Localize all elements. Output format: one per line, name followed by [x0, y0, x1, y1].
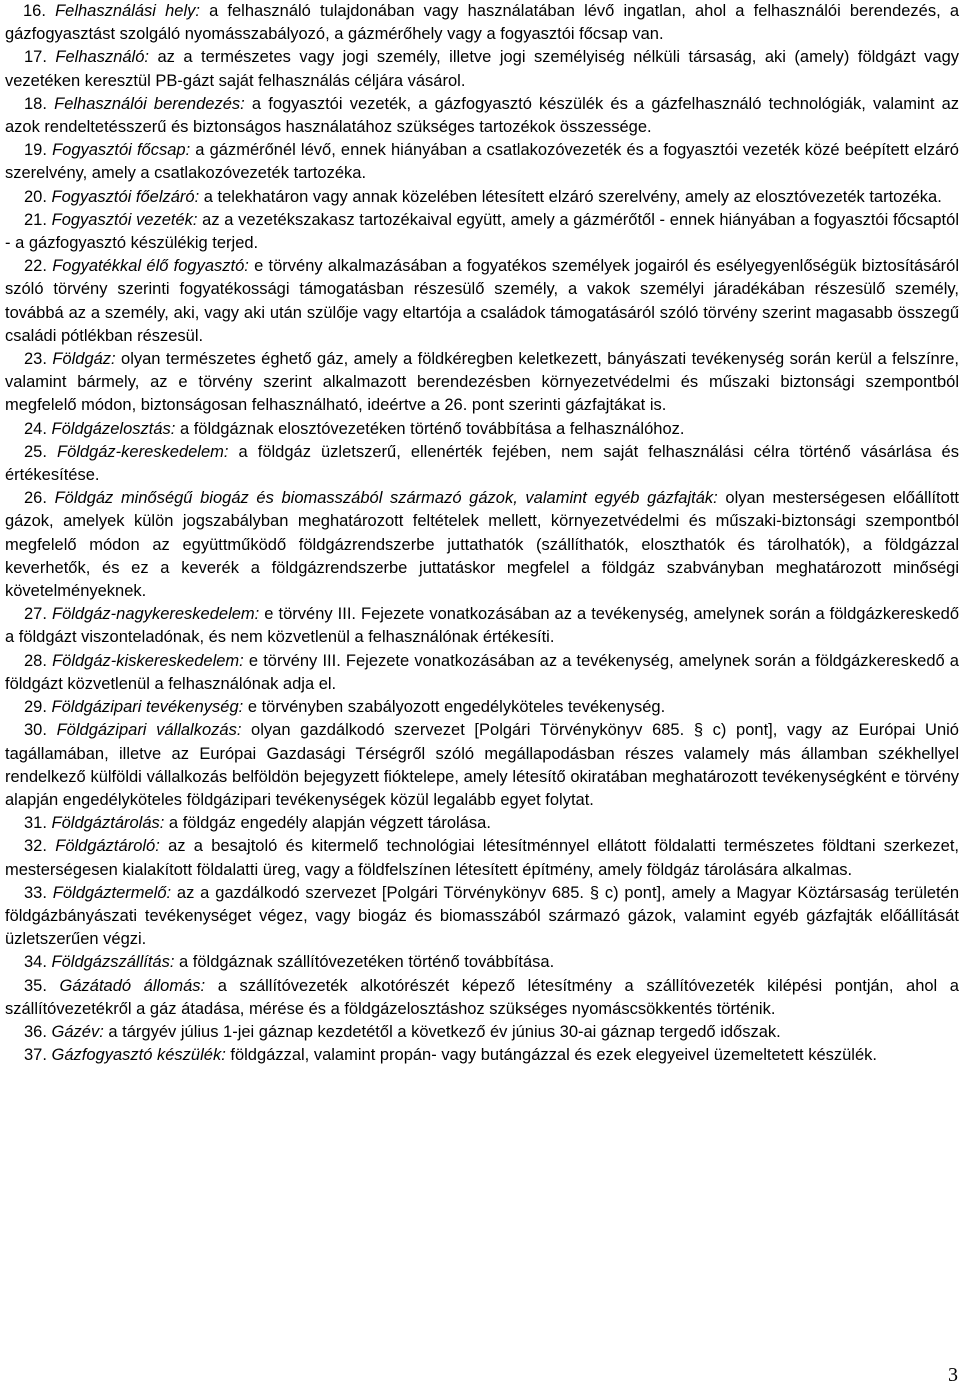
definition-term: Fogyatékkal élő fogyasztó: [52, 257, 249, 276]
definition-paragraph [5, 1044, 959, 1067]
definition-text: olyan mesterségesen előállított gázok, amelyek külön jogszabályban meghatározott feltételek mellett, környezetvédelmi és műszaki-biztonsági szempontból megfelelő módon az együttműködő földgázrendszerbe juttathatók (szállíthatók, eloszthatók és tárolhatók), a földgázzal keverhetők, és ez a keverék a földgázrendszerbe juttatáskor megfelel a földgáz szabványban meghatározott minőségi követelményeknek. [5, 489, 959, 601]
definition-term: Földgáz minőségű biogáz és biomasszából származó gázok, valamint egyéb gázfajták: [54, 489, 718, 508]
definition-text: a földgáznak szállítóvezetéken történő továbbítása. [174, 953, 555, 972]
definition-paragraph [5, 93, 959, 139]
definition-text: e törvényben szabályozott engedélyköteles tevékenység. [243, 698, 666, 717]
definition-paragraph [5, 696, 959, 719]
definition-text: az a gazdálkodó szervezet [Polgári Törvénykönyv 685. § c) pont], amely a Magyar Köztársaság területén földgázbányászati tevékenységet végez, vagy biogáz és biomasszából származó gázok, valamint egyéb gázfajták előállítását üzletszerűen végzi. [5, 883, 959, 949]
definition-text: az a besajtoló és kitermelő technológiai létesítménnyel ellátott földalatti természetes földtani szerkezet, mesterségesen kialakított földalatti üreg, vagy a földfelszínen létesített építmény, amely földgáz tárolására alkalmas. [5, 837, 960, 879]
definition-term: Felhasználási hely: [55, 2, 200, 20]
definition-paragraph [5, 1021, 959, 1044]
definition-paragraph [5, 348, 959, 418]
definition-term: Fogyasztói főcsap: [52, 141, 191, 160]
definition-number: 31. [24, 814, 47, 833]
definition-number: 32. [24, 837, 47, 856]
definition-text: a tárgyév július 1-jei gáznap kezdetétől a következő év június 30-ai gáznap tergedő időszak. [103, 1022, 781, 1041]
definition-number: 16. [23, 2, 46, 20]
definition-number: 17. [24, 48, 47, 67]
definition-term: Földgáz-kiskereskedelem: [52, 651, 244, 670]
definition-number: 34. [24, 953, 47, 972]
definition-text: e törvény alkalmazásában a fogyatékos személyek jogairól és esélyegyenlőségük biztosításáról szóló törvény szerinti fogyatékossági támogatásban részesülő személy, a vakok személyi járadékában részesülő személy, továbbá az a személy, aki, vagy aki után szülője vagy eltartója a családok támogatásáról szóló törvény szerint magasabb összegű családi pótlékban részesül. [5, 257, 959, 345]
definition-term: Fogyasztói vezeték: [51, 210, 198, 229]
definition-number: 19. [24, 141, 47, 160]
definition-paragraph [5, 951, 959, 974]
definition-paragraph [5, 882, 959, 952]
definition-number: 18. [24, 94, 47, 113]
definition-term: Földgázipari tevékenység: [51, 698, 244, 717]
definition-text: a földgáz üzletszerű, ellenérték fejében, nem saját felhasználási célra történő vásárlása és értékesítése. [5, 442, 959, 485]
definition-number: 21. [24, 210, 47, 229]
definition-text: olyan természetes éghető gáz, amely a földkéregben keletkezett, bányászati tevékenység során kerül a felszínre, valamint bármely, az e törvény szerint alkalmazott berendezésben környezetvédelmi és műszaki biztonsági szempontból megfelelő módon, biztonságosan felhasználható, ideértve a 26. pont szerinti gázfajtákat is. [5, 350, 959, 415]
definition-number: 23. [24, 350, 47, 369]
definition-number: 25. [24, 442, 47, 461]
definition-text: a fogyasztói vezeték, a gázfogyasztó készülék és a gázfelhasználó technológiák, valamint az azok rendeltetésszerű és biztonságos használatához szükséges tartozékok összessége. [5, 94, 959, 137]
definition-paragraph [5, 975, 959, 1021]
definition-term: Földgázipari vállalkozás: [56, 721, 242, 740]
definition-term: Földgáztermelő: [52, 883, 172, 902]
definition-number: 29. [24, 698, 47, 717]
definition-term: Földgázelosztás: [51, 419, 176, 438]
definition-text: a felhasználó tulajdonában vagy használatában lévő ingatlan, ahol a felhasználói berendezés, a gázfogyasztást szolgáló nyomásszabályozó, a gázmérőhely vagy a fogyasztói főcsap van. [5, 2, 960, 44]
definition-term: Gázév: [51, 1022, 104, 1041]
definition-term: Földgázszállítás: [51, 953, 175, 972]
definition-paragraph [5, 603, 959, 649]
definition-paragraph [5, 441, 959, 487]
definition-text: olyan gazdálkodó szervezet [Polgári Törvénykönyv 685. § c) pont], vagy az Európai Unió tagállamában, illetve az Európai Gazdasági Térségről szóló megállapodásban részes valamely más államban székhellyel rendelkező külföldi vállalkozás belföldön bejegyzett fióktelepe, amely létesítő okiratában meghatározott tevékenységként e törvény alapján engedélyköteles földgázipari tevékenységek közül legalább egyet folytat. [5, 721, 959, 809]
definition-number: 37. [24, 1046, 47, 1065]
definition-term: Felhasználói berendezés: [54, 94, 245, 113]
definition-term: Gázátadó állomás: [59, 976, 206, 995]
definition-term: Földgáz: [52, 350, 116, 369]
definition-text: az a természetes vagy jogi személy, illetve jogi személyiség nélküli társaság, aki (amely) földgázt vagy vezetéken keresztül PB-gázt saját felhasználás céljára vásárol. [5, 48, 959, 90]
definition-number: 27. [24, 605, 47, 624]
definition-paragraph [5, 418, 959, 441]
definition-number: 35. [24, 976, 47, 995]
definition-text: a földgáz engedély alapján végzett tárolása. [164, 814, 491, 833]
definition-number: 22. [24, 257, 47, 276]
page-number: 3 [948, 1364, 958, 1386]
definition-number: 30. [24, 721, 47, 740]
definition-term: Földgáztároló: [55, 837, 160, 856]
definition-text: a szállítóvezeték alkotórészét képező létesítmény a szállítóvezeték kilépési pontján, ahol a szállítóvezetékről a gáz átadása, mérése és a földgázelosztáshoz szükséges nyomáscsökkentés történik. [5, 976, 959, 1018]
definition-text: a földgáznak elosztóvezetéken történő továbbítása a felhasználóhoz. [175, 419, 685, 438]
definition-number: 33. [24, 883, 47, 902]
definition-number: 20. [24, 187, 47, 206]
definition-paragraph [5, 835, 959, 881]
definition-text: a gázmérőnél lévő, ennek hiányában a csatlakozóvezeték és a fogyasztói vezeték közé beépített elzáró szerelvény, amely a csatlakozóvezeték tartozéka. [5, 141, 959, 183]
definition-paragraph [5, 650, 959, 696]
definition-number: 26. [24, 489, 47, 508]
definition-number: 24. [24, 419, 47, 438]
definition-paragraph [5, 812, 959, 835]
definition-term: Földgáz-nagykereskedelem: [51, 605, 260, 624]
definition-number: 28. [24, 651, 47, 670]
definition-paragraph [5, 46, 959, 92]
definition-text: a telekhatáron vagy annak közelében létesített elzáró szerelvény, amely az elosztóvezeték tartozéka. [199, 187, 942, 206]
definition-term: Gázfogyasztó készülék: [51, 1046, 226, 1065]
definition-term: Fogyasztói főelzáró: [51, 187, 200, 206]
definition-term: Földgáztárolás: [51, 814, 165, 833]
definition-term: Földgáz-kereskedelem: [56, 442, 229, 461]
definition-term: Felhasználó: [55, 48, 149, 67]
definition-paragraph [5, 139, 959, 185]
definition-text: az a vezetékszakasz tartozékaival együtt, amely a gázmérőtől - ennek hiányában a fogyasztói főcsaptól - a gázfogyasztó készülékig terjed. [5, 210, 959, 253]
definition-text: e törvény III. Fejezete vonatkozásában az a tevékenység, amelynek során a földgázkereskedő a földgázt viszonteladónak, és nem közvetlenül a felhasználónak értékesíti. [5, 605, 959, 647]
definition-paragraph [5, 255, 959, 348]
definition-paragraph [5, 209, 959, 255]
definition-paragraph [5, 186, 959, 209]
definition-paragraph [5, 487, 959, 603]
definition-text: e törvény III. Fejezete vonatkozásában az a tevékenység, amelynek során a földgázkereskedő a földgázt közvetlenül a felhasználónak adja el. [5, 651, 959, 693]
definition-number: 36. [24, 1022, 47, 1041]
document-body [5, 0, 959, 1067]
definition-paragraph [5, 0, 959, 46]
definition-paragraph [5, 719, 959, 812]
definition-text: földgázzal, valamint propán- vagy butángázzal és ezek elegyeivel üzemeltetett készülék. [225, 1046, 877, 1065]
